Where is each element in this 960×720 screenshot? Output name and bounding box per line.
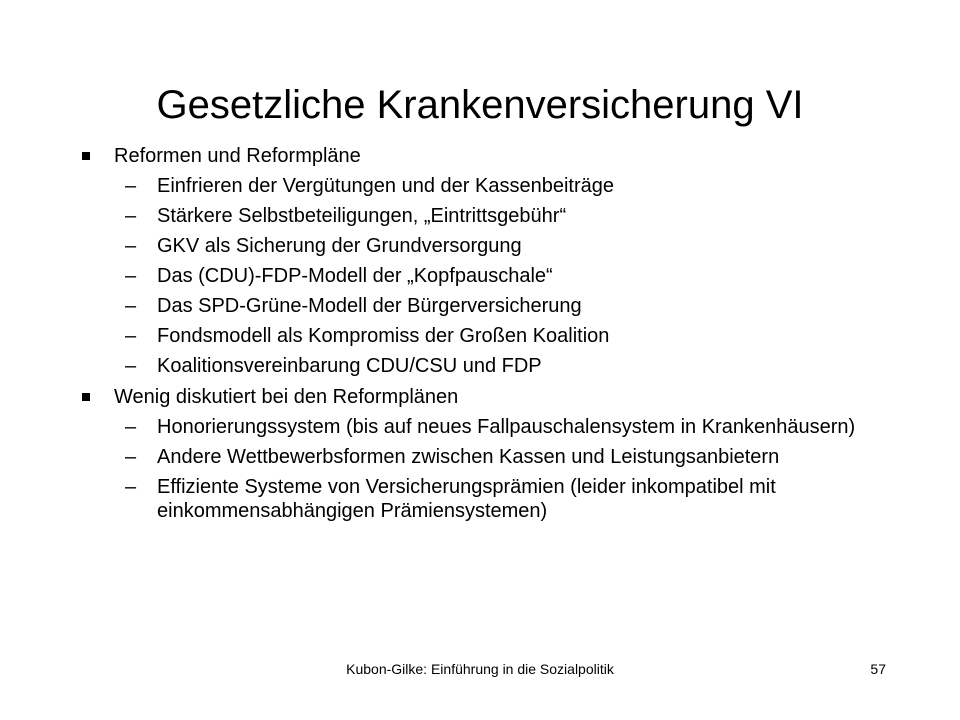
dash-marker: – [125,325,137,347]
page-number: 57 [870,661,886,677]
sub-item [78,354,898,378]
bullet-label: Wenig diskutiert bei den Reformplänen [114,386,459,408]
sub-item [78,445,898,469]
sub-item-text: Fondsmodell als Kompromiss der Großen Koalition [157,325,610,347]
slide-title: Gesetzliche Krankenversicherung VI [156,83,804,127]
sub-item-text: Koalitionsvereinbarung CDU/CSU und FDP [157,355,542,377]
dash-marker: – [125,476,137,498]
dash-marker: – [125,205,137,227]
dash-marker: – [125,265,137,287]
sub-item [78,174,898,198]
sub-item-text: Honorierungssystem (bis auf neues Fallpauschalensystem in Krankenhäusern) [157,416,856,438]
square-bullet-icon [82,393,90,401]
sub-item-text: Effiziente Systeme von Versicherungsprämien (leider inkompatibel mit einkommensabhängigen Prämiensystemen) [157,476,776,522]
dash-marker: – [125,295,137,317]
sub-item [78,234,898,258]
sub-item [78,264,898,288]
sub-item-text: Das (CDU)-FDP-Modell der „Kopfpauschale“ [157,265,553,287]
sub-item [78,294,898,318]
dash-marker: – [125,175,137,197]
bullet-reformen [78,144,898,168]
dash-marker: – [125,446,137,468]
dash-marker: – [125,355,137,377]
sub-item-text: GKV als Sicherung der Grundversorgung [157,235,522,257]
bullet-label: Reformen und Reformpläne [114,145,361,167]
sub-item [78,204,898,228]
sub-item [78,324,898,348]
bullet-wenig-diskutiert [78,385,898,409]
sub-item [78,475,898,523]
dash-marker: – [125,235,137,257]
footer-source: Kubon-Gilke: Einführung in die Sozialpolitik [346,661,614,677]
sub-item-text: Stärkere Selbstbeteiligungen, „Eintrittsgebühr“ [157,205,567,227]
sub-item-text: Das SPD-Grüne-Modell der Bürgerversicherung [157,295,582,317]
square-bullet-icon [82,152,90,160]
sub-item [78,415,898,439]
slide-content [78,142,898,523]
sub-item-text: Andere Wettbewerbsformen zwischen Kassen und Leistungsanbietern [157,446,780,468]
dash-marker: – [125,416,137,438]
sub-item-text: Einfrieren der Vergütungen und der Kassenbeiträge [157,175,614,197]
